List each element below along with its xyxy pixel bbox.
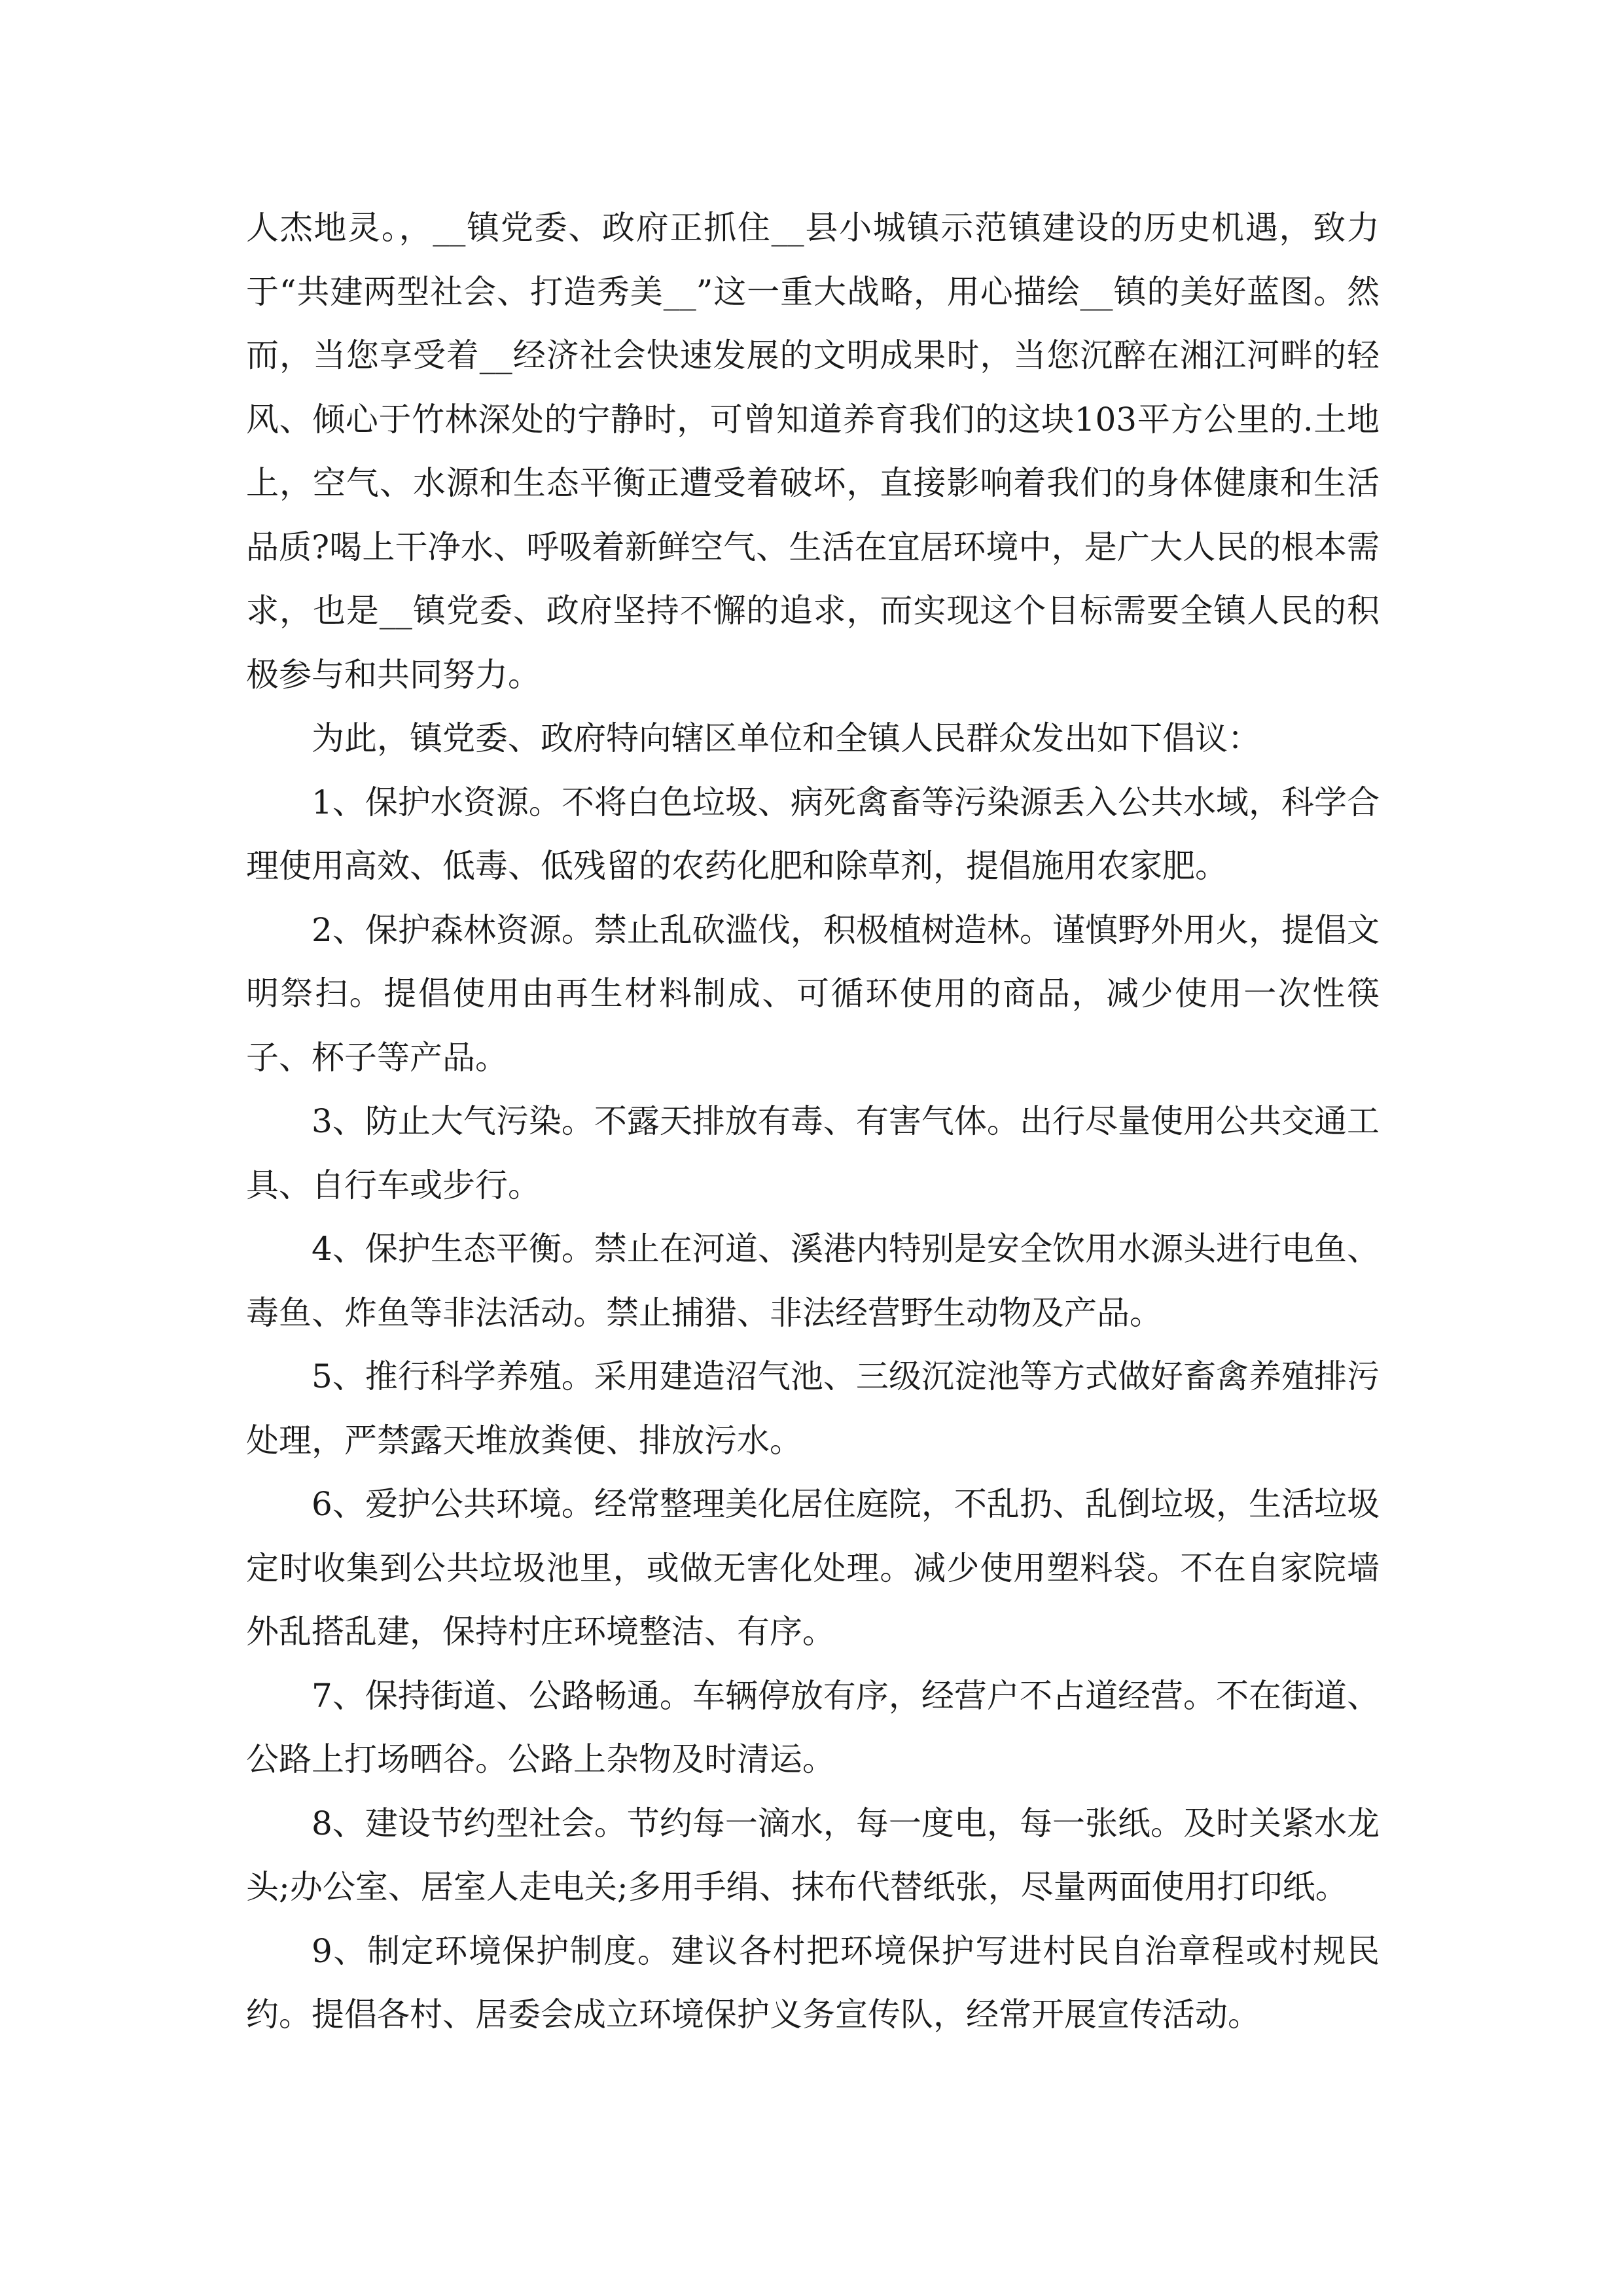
document-body xyxy=(246,196,1380,2047)
paragraph-proposal-intro: 为此，镇党委、政府特向辖区单位和全镇人民群众发出如下倡议： xyxy=(312,719,1260,757)
paragraph-item-3: 3、防止大气污染。不露天排放有毒、有害气体。出行尽量使用公共交通工具、自行车或步行。 xyxy=(246,1102,1380,1204)
paragraph-item-5: 5、推行科学养殖。采用建造沼气池、三级沉淀池等方式做好畜禽养殖排污处理，严禁露天堆放粪便、排放污水。 xyxy=(246,1357,1380,1460)
paragraph-item-6: 6、爱护公共环境。经常整理美化居住庭院，不乱扔、乱倒垃圾，生活垃圾定时收集到公共垃圾池里，或做无害化处理。减少使用塑料袋。不在自家院墙外乱搭乱建，保持村庄环境整洁、有序。 xyxy=(246,1485,1380,1651)
paragraph-item-8: 8、建设节约型社会。节约每一滴水，每一度电，每一张纸。及时关紧水龙头;办公室、居室人走电关;多用手绢、抹布代替纸张，尽量两面使用打印纸。 xyxy=(246,1804,1380,1906)
paragraph-item-4: 4、保护生态平衡。禁止在河道、溪港内特别是安全饮用水源头进行电鱼、毒鱼、炸鱼等非法活动。禁止捕猎、非法经营野生动物及产品。 xyxy=(246,1230,1380,1332)
paragraph-item-2: 2、保护森林资源。禁止乱砍滥伐，积极植树造林。谨慎野外用火，提倡文明祭扫。提倡使用由再生材料制成、可循环使用的商品，减少使用一次性筷子、杯子等产品。 xyxy=(246,910,1380,1077)
paragraph-intro-continued: 人杰地灵。，__镇党委、政府正抓住__县小城镇示范镇建设的历史机遇，致力于“共建两型社会、打造秀美__”这一重大战略，用心描绘__镇的美好蓝图。然而，当您享受着__经济社会快速发展的文明成果时，当您沉醉在湘江河畔的轻风、倾心于竹林深处的宁静时，可曾知道养育我们的这块103平方公里的.土地上，空气、水源和生态平衡正遭受着破坏，直接影响着我们的身体健康和生活品质?喝上干净水、呼吸着新鲜空气、生活在宜居环境中，是广大人民的根本需求，也是__镇党委、政府坚持不懈的追求，而实现这个目标需要全镇人民的积极参与和共同努力。 xyxy=(246,209,1380,694)
paragraph-item-7: 7、保持街道、公路畅通。车辆停放有序，经营户不占道经营。不在街道、公路上打场晒谷。公路上杂物及时清运。 xyxy=(246,1676,1380,1778)
paragraph-item-1: 1、保护水资源。不将白色垃圾、病死禽畜等污染源丢入公共水域，科学合理使用高效、低毒、低残留的农药化肥和除草剂，提倡施用农家肥。 xyxy=(246,783,1380,885)
paragraph-item-9: 9、制定环境保护制度。建议各村把环境保护写进村民自治章程或村规民约。提倡各村、居委会成立环境保护义务宣传队，经常开展宣传活动。 xyxy=(246,1931,1380,2034)
